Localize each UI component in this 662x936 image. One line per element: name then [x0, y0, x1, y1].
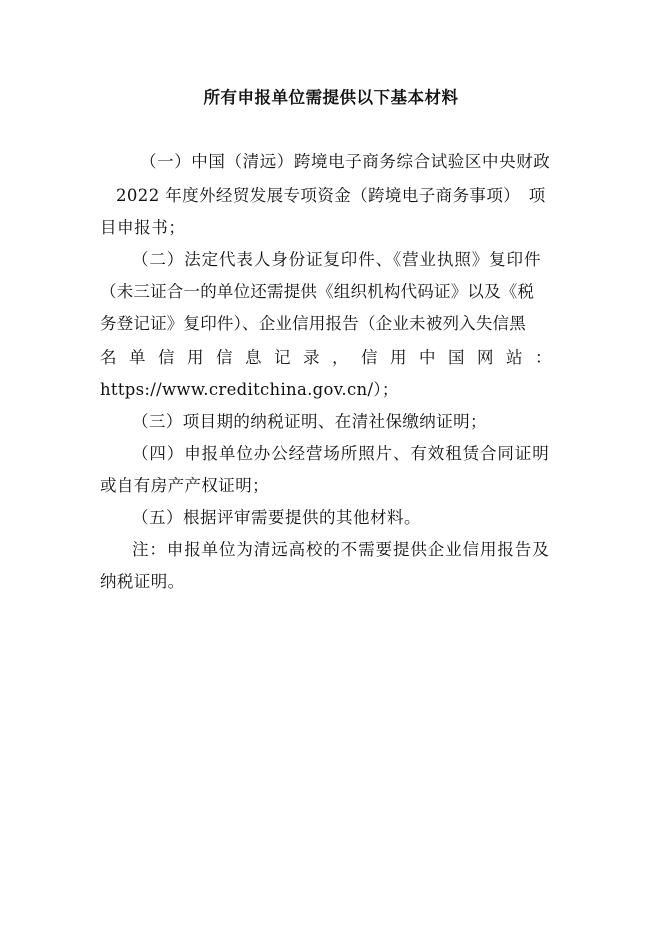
paragraph-1-line-3-text: 目申报书； [100, 218, 186, 237]
paragraph-4-line-1 [132, 440, 562, 468]
note-line-2 [100, 568, 185, 596]
paragraph-3-line-1 [132, 408, 487, 436]
paragraph-2-line-5-text: https://www.creditchina.gov.cn/）； [100, 380, 399, 399]
document-title: 所有申报单位需提供以下基本材料 [203, 88, 459, 107]
paragraph-1-line-1 [140, 148, 562, 176]
paragraph-4-line-2-text: 或自有房产产权证明； [100, 476, 269, 495]
paragraph-2-line-4 [100, 344, 562, 372]
paragraph-4-line-1-text: （四）申报单位办公经营场所照片、有效租赁合同证明 [132, 444, 550, 463]
paragraph-2-line-1-text: （二）法定代表人身份证复印件、《营业执照》复印件 [132, 250, 542, 269]
paragraph-2-line-3 [100, 310, 562, 338]
paragraph-1-line-3 [100, 214, 186, 242]
paragraph-2-line-5 [100, 376, 399, 404]
note-line-2-text: 纳税证明。 [100, 572, 185, 591]
paragraph-2-line-2 [100, 278, 562, 306]
note-line-1-text: 注：申报单位为清远高校的不需要提供企业信用报告及 [132, 540, 550, 559]
paragraph-1-line-2 [116, 182, 562, 210]
paragraph-1-line-2-text: 2022 年度外经贸发展专项资金（跨境电子商务事项） 项 [116, 186, 546, 205]
paragraph-2-line-1 [132, 246, 562, 274]
paragraph-1-line-1-text: （一）中国（清远）跨境电子商务综合试验区中央财政 [140, 152, 551, 171]
paragraph-2-line-3-text: 务登记证》复印件）、企业信用报告（企业未被列入失信黑 [100, 314, 526, 333]
paragraph-2-line-2-text: （未三证合一的单位还需提供《组织机构代码证》以及《税 [100, 282, 535, 301]
paragraph-5-line-1-text: （五）根据评审需要提供的其他材料。 [132, 508, 421, 527]
note-line-1 [132, 536, 562, 564]
paragraph-2-line-4-text: 名单信用信息记录，信用中国网站： [100, 348, 564, 367]
paragraph-4-line-2 [100, 472, 269, 500]
paragraph-3-line-1-text: （三）项目期的纳税证明、在清社保缴纳证明； [132, 412, 487, 431]
paragraph-5-line-1 [132, 504, 421, 532]
